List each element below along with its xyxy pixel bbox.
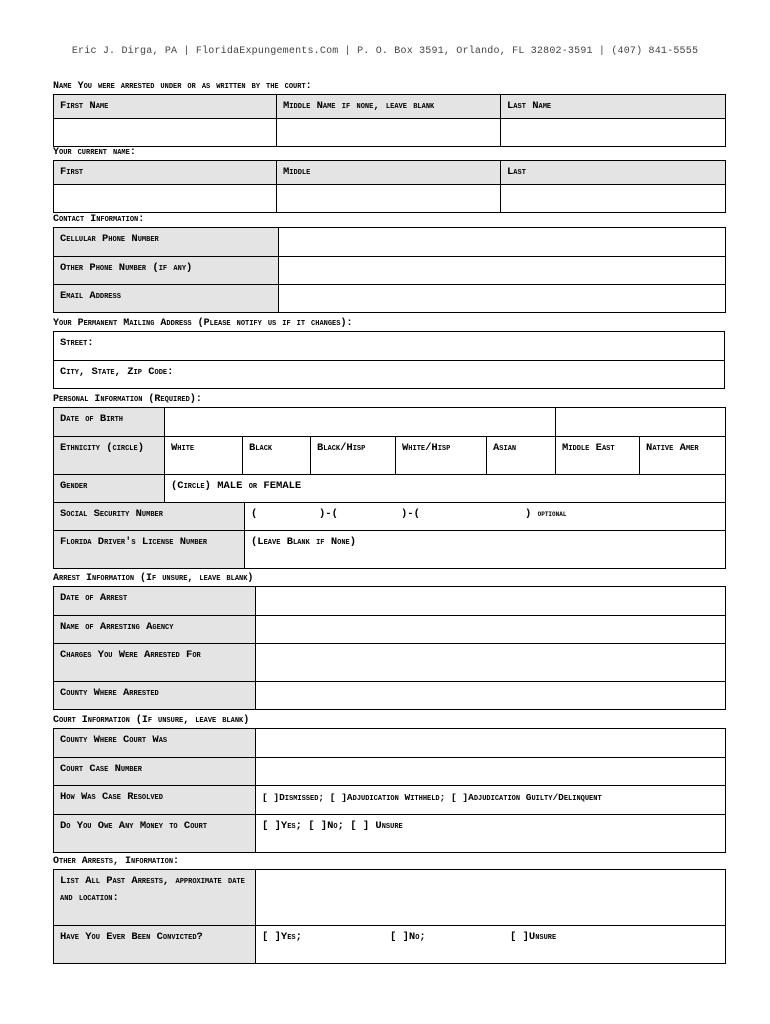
gender-label: Gender <box>54 475 165 503</box>
arrested-name-table <box>53 94 726 147</box>
current-name-table <box>53 160 726 213</box>
street-field[interactable]: Street: <box>54 332 725 361</box>
court-table <box>53 728 726 853</box>
convicted-yes[interactable]: [ ]Yes; <box>262 931 302 943</box>
ssn-sep-1: )-( <box>319 508 338 520</box>
case-number-label: Court Case Number <box>54 758 256 786</box>
arrest-table <box>53 586 726 710</box>
first-name-label: First Name <box>54 95 277 119</box>
court-county-label: County Where Court Was <box>54 729 256 758</box>
personal-heading: Personal Information (Required): <box>53 394 202 405</box>
arrested-name-heading: Name You were arrested under or as written by the court: <box>53 81 312 92</box>
current-name-heading: Your current name: <box>53 147 136 158</box>
contact-heading: Contact Information: <box>53 214 145 225</box>
arrest-date-label: Date of Arrest <box>54 587 256 616</box>
ethnicity-white-hisp[interactable]: White/Hisp <box>396 437 487 475</box>
convicted-no[interactable]: [ ]No; <box>390 931 426 943</box>
ethnicity-native-amer[interactable]: Native Amer <box>640 437 726 475</box>
cell-phone-label: Cellular Phone Number <box>54 228 279 257</box>
ssn-open: ( <box>251 508 258 520</box>
current-first-field[interactable] <box>54 185 277 213</box>
other-phone-field[interactable] <box>279 257 726 285</box>
current-last-label: Last <box>501 161 726 185</box>
other-heading: Other Arrests, Information: <box>53 856 180 867</box>
last-name-label: Last Name <box>501 95 726 119</box>
letterhead: Eric J. Dirga, PA | FloridaExpungements.Com | P. O. Box 3591, Orlando, FL 32802-3591 | (407) 841-5555 <box>71 46 699 57</box>
ethnicity-asian[interactable]: Asian <box>487 437 556 475</box>
ssn-label: Social Security Number <box>54 503 245 531</box>
current-middle-label: Middle <box>277 161 501 185</box>
personal-id-table <box>53 502 726 569</box>
email-label: Email Address <box>54 285 279 313</box>
gender-field[interactable]: (Circle) MALE or FEMALE <box>165 475 726 503</box>
other-phone-label: Other Phone Number (if any) <box>54 257 279 285</box>
ethnicity-black-hisp[interactable]: Black/Hisp <box>311 437 396 475</box>
past-arrests-field[interactable] <box>256 870 726 926</box>
dob-extra-field[interactable] <box>556 408 726 437</box>
arrest-date-field[interactable] <box>256 587 726 616</box>
cell-phone-field[interactable] <box>279 228 726 257</box>
current-first-label: First <box>54 161 277 185</box>
address-table <box>53 331 725 389</box>
charges-field[interactable] <box>256 644 726 682</box>
middle-name-label: Middle Name if none, leave blank <box>277 95 501 119</box>
ssn-close: ) <box>525 508 532 520</box>
license-label: Florida Driver's License Number <box>54 531 245 569</box>
court-county-field[interactable] <box>256 729 726 758</box>
ethnicity-black[interactable]: Black <box>243 437 311 475</box>
current-middle-field[interactable] <box>277 185 501 213</box>
contact-table <box>53 227 726 313</box>
past-arrests-label: List All Past Arrests, approximate date and location: <box>54 870 256 926</box>
resolved-options[interactable]: [ ]Dismissed; [ ]Adjudication Withheld; [ ]Adjudication Guilty/Delinquent <box>256 786 726 815</box>
owe-money-options[interactable]: [ ]Yes; [ ]No; [ ] Unsure <box>256 815 726 853</box>
ethnicity-label: Ethnicity (circle) <box>54 437 165 475</box>
address-heading: Your Permanent Mailing Address (Please notify us if it changes): <box>53 318 353 329</box>
dob-label: Date of Birth <box>54 408 165 437</box>
license-field[interactable]: (Leave Blank if None) <box>245 531 726 569</box>
arrest-heading: Arrest Information (If unsure, leave blank) <box>53 573 254 584</box>
ssn-field[interactable] <box>245 503 726 531</box>
arrest-county-label: County Where Arrested <box>54 682 256 710</box>
owe-money-label: Do You Owe Any Money to Court <box>54 815 256 853</box>
convicted-label: Have You Ever Been Convicted? <box>54 926 256 964</box>
convicted-options[interactable] <box>256 926 726 964</box>
court-heading: Court Information (If unsure, leave blank) <box>53 715 250 726</box>
personal-table <box>53 407 726 503</box>
case-number-field[interactable] <box>256 758 726 786</box>
middle-name-field[interactable] <box>277 119 501 147</box>
convicted-unsure[interactable]: [ ]Unsure <box>510 931 557 943</box>
ssn-sep-2: )-( <box>401 508 420 520</box>
arresting-agency-field[interactable] <box>256 616 726 644</box>
charges-label: Charges You Were Arrested For <box>54 644 256 682</box>
ethnicity-white[interactable]: White <box>165 437 243 475</box>
ssn-optional: optional <box>537 509 567 519</box>
first-name-field[interactable] <box>54 119 277 147</box>
resolved-label: How Was Case Resolved <box>54 786 256 815</box>
arrest-county-field[interactable] <box>256 682 726 710</box>
city-state-zip-field[interactable]: City, State, Zip Code: <box>54 361 725 389</box>
last-name-field[interactable] <box>501 119 726 147</box>
current-last-field[interactable] <box>501 185 726 213</box>
dob-field[interactable] <box>165 408 556 437</box>
arresting-agency-label: Name of Arresting Agency <box>54 616 256 644</box>
ethnicity-middle-east[interactable]: Middle East <box>556 437 640 475</box>
email-field[interactable] <box>279 285 726 313</box>
other-table <box>53 869 726 964</box>
